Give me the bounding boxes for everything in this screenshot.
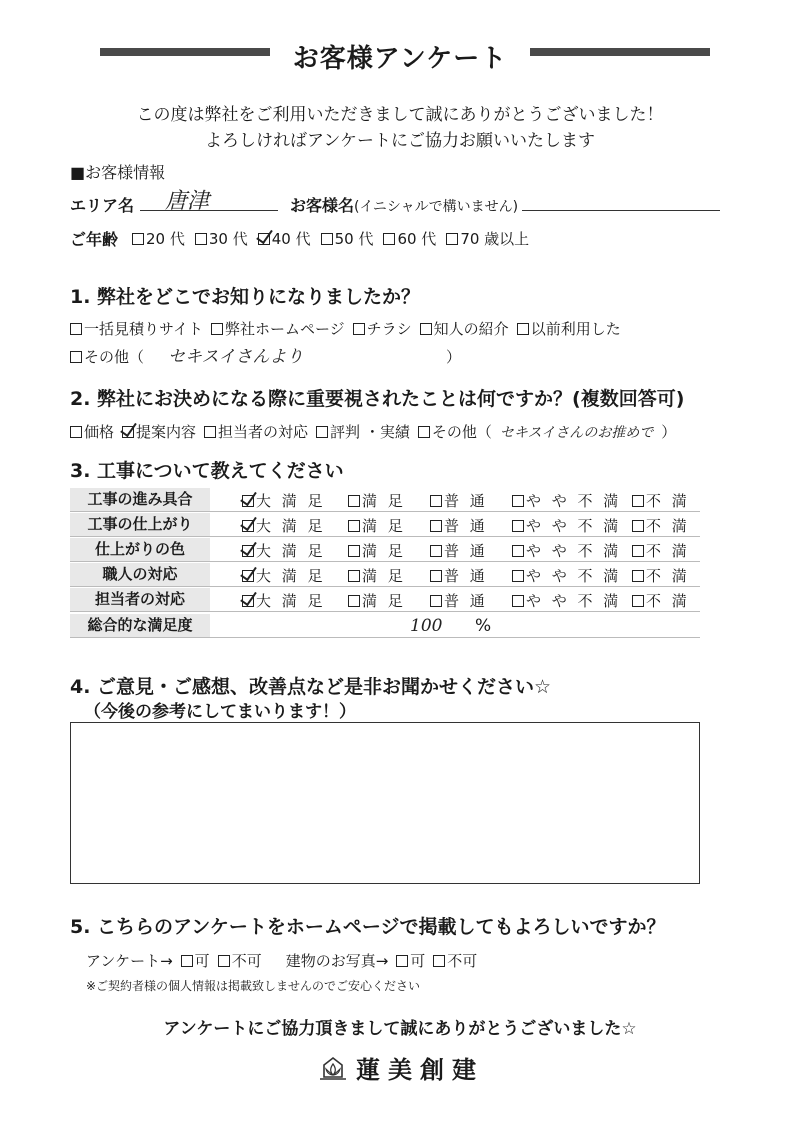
q2-price-label: 価格 <box>84 423 115 441</box>
q3-rating-option-label: 大 満 足 <box>256 567 326 585</box>
q2-option-price[interactable] <box>70 421 114 442</box>
q3-rating-option[interactable] <box>512 590 621 611</box>
q2-staff-checkbox[interactable] <box>204 426 216 438</box>
age-50-checkbox[interactable] <box>321 233 333 245</box>
q3-rating-option[interactable] <box>512 515 621 536</box>
q3-rating-checkbox[interactable] <box>348 520 360 532</box>
intro-line-2: よろしければアンケートにご協力お願いいたします <box>205 131 595 151</box>
q5-photo-ng-label: 不可 <box>447 952 478 970</box>
q3-rating-option[interactable] <box>348 565 406 586</box>
q3-rating-checkbox[interactable] <box>430 545 442 557</box>
q2-reputation-checkbox[interactable] <box>316 426 328 438</box>
q3-rating-option-label: や や 不 満 <box>526 567 622 585</box>
age-70-checkbox[interactable] <box>446 233 458 245</box>
age-20-checkbox[interactable] <box>132 233 144 245</box>
q5-survey-ok-checkbox[interactable] <box>181 955 193 967</box>
q1-previous-label: 以前利用した <box>530 320 621 338</box>
q3-rating-checkbox[interactable] <box>348 495 360 507</box>
q3-row-line <box>70 511 700 512</box>
q3-rating-option-label: 普 通 <box>444 592 488 610</box>
q3-overall-unit: % <box>475 616 495 636</box>
q3-rating-option[interactable] <box>242 540 326 561</box>
q2-other-close: ） <box>661 423 677 441</box>
q3-rating-option[interactable] <box>242 515 326 536</box>
q3-rating-option-label: 不 満 <box>646 517 690 535</box>
q3-rating-option-label: 普 通 <box>444 542 488 560</box>
q3-rating-checkbox[interactable] <box>632 495 644 507</box>
q3-rating-option-label: 不 満 <box>646 592 690 610</box>
q5-photo-ng[interactable] <box>433 950 477 971</box>
q3-rating-checkbox[interactable] <box>632 520 644 532</box>
customer-name-label-text: お客様名 <box>290 196 355 215</box>
customer-name-label <box>290 193 518 216</box>
q3-rating-option[interactable] <box>632 490 690 511</box>
q1-previous-checkbox[interactable] <box>517 323 529 335</box>
q1-other-label: その他（ <box>84 348 145 366</box>
q3-heading: 3. 工事について教えてください <box>70 460 344 482</box>
q3-rating-option[interactable] <box>632 515 690 536</box>
q3-rating-checkbox[interactable] <box>632 570 644 582</box>
age-option-60[interactable] <box>383 228 436 249</box>
q2-staff-label: 担当者の対応 <box>218 423 309 441</box>
q5-photo-ok-checkbox[interactable] <box>396 955 408 967</box>
q3-rating-row <box>70 538 700 562</box>
q5-photo-ok[interactable] <box>396 950 425 971</box>
q3-rating-label: 職人の対応 <box>70 563 210 586</box>
q5-heading: 5. こちらのアンケートをホームページで掲載してもよろしいですか？ <box>70 916 666 938</box>
q3-overall-label: 総合的な満足度 <box>70 614 210 637</box>
age-option-30[interactable] <box>195 228 248 249</box>
q3-rating-option-label: や や 不 満 <box>526 592 622 610</box>
age-30-checkbox[interactable] <box>195 233 207 245</box>
q3-row-line <box>70 561 700 562</box>
q3-rating-option-label: 普 通 <box>444 492 488 510</box>
q3-rating-option-label: 普 通 <box>444 517 488 535</box>
age-row <box>70 227 529 250</box>
q3-rating-label: 仕上がりの色 <box>70 538 210 561</box>
q3-rating-label: 工事の進み具合 <box>70 488 210 511</box>
q5-survey-ng[interactable] <box>218 950 262 971</box>
age-option-40[interactable] <box>258 228 311 249</box>
q3-rating-option[interactable] <box>430 565 488 586</box>
q2-other-checkbox[interactable] <box>418 426 430 438</box>
q1-option-flyer[interactable] <box>353 318 412 339</box>
q3-rating-checkbox[interactable] <box>348 595 360 607</box>
area-value[interactable]: 唐津 <box>165 189 210 214</box>
q3-rating-checkbox[interactable] <box>430 495 442 507</box>
q3-rating-option-label: 不 満 <box>646 492 690 510</box>
customer-name-underline[interactable] <box>522 210 720 211</box>
q3-rating-checkbox[interactable] <box>512 570 524 582</box>
q5-photo-ok-label: 可 <box>410 952 426 970</box>
q3-row-line <box>70 586 700 587</box>
q3-rating-checkbox[interactable] <box>242 595 254 607</box>
q5-privacy-note: ※ご契約者様の個人情報は掲載致しませんのでご安心ください <box>86 979 421 993</box>
q2-option-proposal[interactable] <box>122 421 196 442</box>
age-40-label: 40 代 <box>271 230 311 248</box>
age-30-label: 30 代 <box>208 230 248 248</box>
q1-option-comparison-site[interactable] <box>70 318 203 339</box>
customer-info-heading: ■お客様情報 <box>70 163 166 182</box>
q3-rating-option-label: 満 足 <box>362 517 406 535</box>
q3-rating-option[interactable] <box>242 565 326 586</box>
q3-rating-option[interactable] <box>430 590 488 611</box>
q5-photo-label: 建物のお写真→ <box>285 952 389 970</box>
q1-homepage-checkbox[interactable] <box>211 323 223 335</box>
q3-rating-option[interactable] <box>348 540 406 561</box>
customer-name-note: (イニシャルで構いません) <box>354 199 519 215</box>
q2-option-staff[interactable] <box>204 421 308 442</box>
q3-rating-checkbox[interactable] <box>632 545 644 557</box>
company-name: 蓮美創建 <box>356 1056 484 1084</box>
age-50-label: 50 代 <box>334 230 374 248</box>
q5-survey-ng-label: 不可 <box>231 952 262 970</box>
area-label: エリア名 <box>70 196 135 215</box>
q3-rating-option-label: や や 不 満 <box>526 517 622 535</box>
q3-rating-option-label: 大 満 足 <box>256 542 326 560</box>
q3-rating-checkbox[interactable] <box>512 520 524 532</box>
q3-rating-option[interactable] <box>512 565 621 586</box>
q3-rating-checkbox[interactable] <box>242 545 254 557</box>
q2-other-value[interactable]: セキスイさんのお推めで <box>499 424 654 441</box>
q3-rating-checkbox[interactable] <box>242 520 254 532</box>
q3-overall-row <box>70 614 700 638</box>
q1-other-value[interactable]: セキスイさんより <box>168 347 304 367</box>
q2-price-checkbox[interactable] <box>70 426 82 438</box>
q4-heading: 4. ご意見・ご感想、改善点など是非お聞かせください☆ <box>70 676 552 698</box>
age-option-70[interactable] <box>446 228 529 249</box>
age-70-label: 70 歳以上 <box>460 230 530 248</box>
q3-rating-option[interactable] <box>348 490 406 511</box>
q2-other-label: その他（ <box>431 423 492 441</box>
page-title: お客様アンケート <box>292 44 508 74</box>
q3-rating-option-label: 満 足 <box>362 492 406 510</box>
q3-rating-option-label: や や 不 満 <box>526 492 622 510</box>
q3-rating-option-label: 大 満 足 <box>256 592 326 610</box>
q5-options <box>86 950 477 971</box>
q3-rating-checkbox[interactable] <box>242 495 254 507</box>
q3-rating-option-label: 普 通 <box>444 567 488 585</box>
q1-other-close: ） <box>446 348 462 366</box>
age-20-label: 20 代 <box>146 230 185 248</box>
q2-heading: 2. 弊社にお決めになる際に重要視されたことは何ですか？(複数回答可) <box>70 388 685 410</box>
q3-rating-option[interactable] <box>632 590 690 611</box>
q3-rating-label: 工事の仕上がり <box>70 513 210 536</box>
q1-other-checkbox[interactable] <box>70 351 82 363</box>
q5-survey-ok-label: 可 <box>194 952 210 970</box>
q1-referral-label: 知人の紹介 <box>433 320 509 338</box>
q3-rating-checkbox[interactable] <box>632 595 644 607</box>
q1-heading: 1. 弊社をどこでお知りになりましたか？ <box>70 286 421 308</box>
q3-rating-option[interactable] <box>242 490 326 511</box>
q3-rating-option[interactable] <box>430 515 488 536</box>
q3-rating-option-label: 不 満 <box>646 542 690 560</box>
q3-row-line <box>70 536 700 537</box>
q3-rating-option[interactable] <box>242 590 326 611</box>
q3-rating-checkbox[interactable] <box>430 570 442 582</box>
q5-survey-ng-checkbox[interactable] <box>218 955 230 967</box>
q3-rating-option[interactable] <box>348 515 406 536</box>
q1-referral-checkbox[interactable] <box>420 323 432 335</box>
q3-rating-option-label: や や 不 満 <box>526 542 622 560</box>
q2-options <box>70 421 676 442</box>
q3-rating-option-label: 大 満 足 <box>256 517 326 535</box>
q5-survey-label: アンケート→ <box>86 952 173 970</box>
q5-survey-ok[interactable] <box>181 950 210 971</box>
q2-option-other[interactable] <box>418 421 492 442</box>
q3-overall-value[interactable]: 100 <box>410 616 443 636</box>
q3-rating-label: 担当者の対応 <box>70 588 210 611</box>
q3-rating-checkbox[interactable] <box>512 495 524 507</box>
q3-rating-checkbox[interactable] <box>348 545 360 557</box>
q3-rating-checkbox[interactable] <box>430 520 442 532</box>
age-option-50[interactable] <box>321 228 374 249</box>
q3-rating-checkbox[interactable] <box>512 545 524 557</box>
comment-textarea[interactable] <box>70 722 700 884</box>
q3-rating-option[interactable] <box>430 540 488 561</box>
q2-option-reputation[interactable] <box>316 421 410 442</box>
age-60-label: 60 代 <box>397 230 437 248</box>
q3-rating-option-label: 満 足 <box>362 592 406 610</box>
q2-proposal-checkbox[interactable] <box>122 426 134 438</box>
q3-rating-checkbox[interactable] <box>430 595 442 607</box>
q2-proposal-label: 提案内容 <box>136 423 197 441</box>
q3-rating-option-label: 満 足 <box>362 567 406 585</box>
q3-rating-option-label: 大 満 足 <box>256 492 326 510</box>
lotus-icon <box>318 1055 348 1081</box>
q3-rating-option[interactable] <box>512 490 621 511</box>
company-logo <box>318 1050 484 1085</box>
q3-rating-row <box>70 513 700 537</box>
q1-comparison-site-checkbox[interactable] <box>70 323 82 335</box>
q3-rating-checkbox[interactable] <box>512 595 524 607</box>
q2-reputation-label: 評判 ・実績 <box>330 423 410 441</box>
q3-rating-option[interactable] <box>632 565 690 586</box>
age-60-checkbox[interactable] <box>383 233 395 245</box>
q1-comparison-site-label: 一括見積りサイト <box>84 320 203 338</box>
q4-subheading: （今後の参考にしてまいります！） <box>84 702 356 722</box>
intro-line-1: この度は弊社をご利用いただきまして誠にありがとうございました！ <box>136 105 664 125</box>
age-label: ご年齢 <box>70 230 119 249</box>
q1-flyer-label: チラシ <box>366 320 412 338</box>
q3-rating-row <box>70 488 700 512</box>
q1-options <box>70 318 621 339</box>
q3-rating-row <box>70 588 700 612</box>
q1-option-homepage[interactable] <box>211 318 345 339</box>
q3-rating-option-label: 満 足 <box>362 542 406 560</box>
age-40-checkbox[interactable] <box>258 233 270 245</box>
q3-row-line <box>70 611 700 612</box>
q3-rating-option-label: 不 満 <box>646 567 690 585</box>
header-rule-right <box>530 48 710 56</box>
q1-homepage-label: 弊社ホームページ <box>224 320 345 338</box>
q3-rating-row <box>70 563 700 587</box>
q5-photo-ng-checkbox[interactable] <box>433 955 445 967</box>
q3-rating-checkbox[interactable] <box>242 570 254 582</box>
q3-rating-checkbox[interactable] <box>348 570 360 582</box>
q3-rating-option[interactable] <box>512 540 621 561</box>
q3-overall-line <box>70 637 700 638</box>
q3-rating-option[interactable] <box>430 490 488 511</box>
q1-option-referral[interactable] <box>420 318 509 339</box>
age-option-20[interactable] <box>132 228 185 249</box>
footer-thanks: アンケートにご協力頂きまして誠にありがとうございました☆ <box>163 1019 637 1039</box>
q1-other[interactable] <box>70 346 144 367</box>
q1-option-previous[interactable] <box>517 318 621 339</box>
q1-flyer-checkbox[interactable] <box>353 323 365 335</box>
q3-rating-option[interactable] <box>632 540 690 561</box>
q3-rating-option[interactable] <box>348 590 406 611</box>
